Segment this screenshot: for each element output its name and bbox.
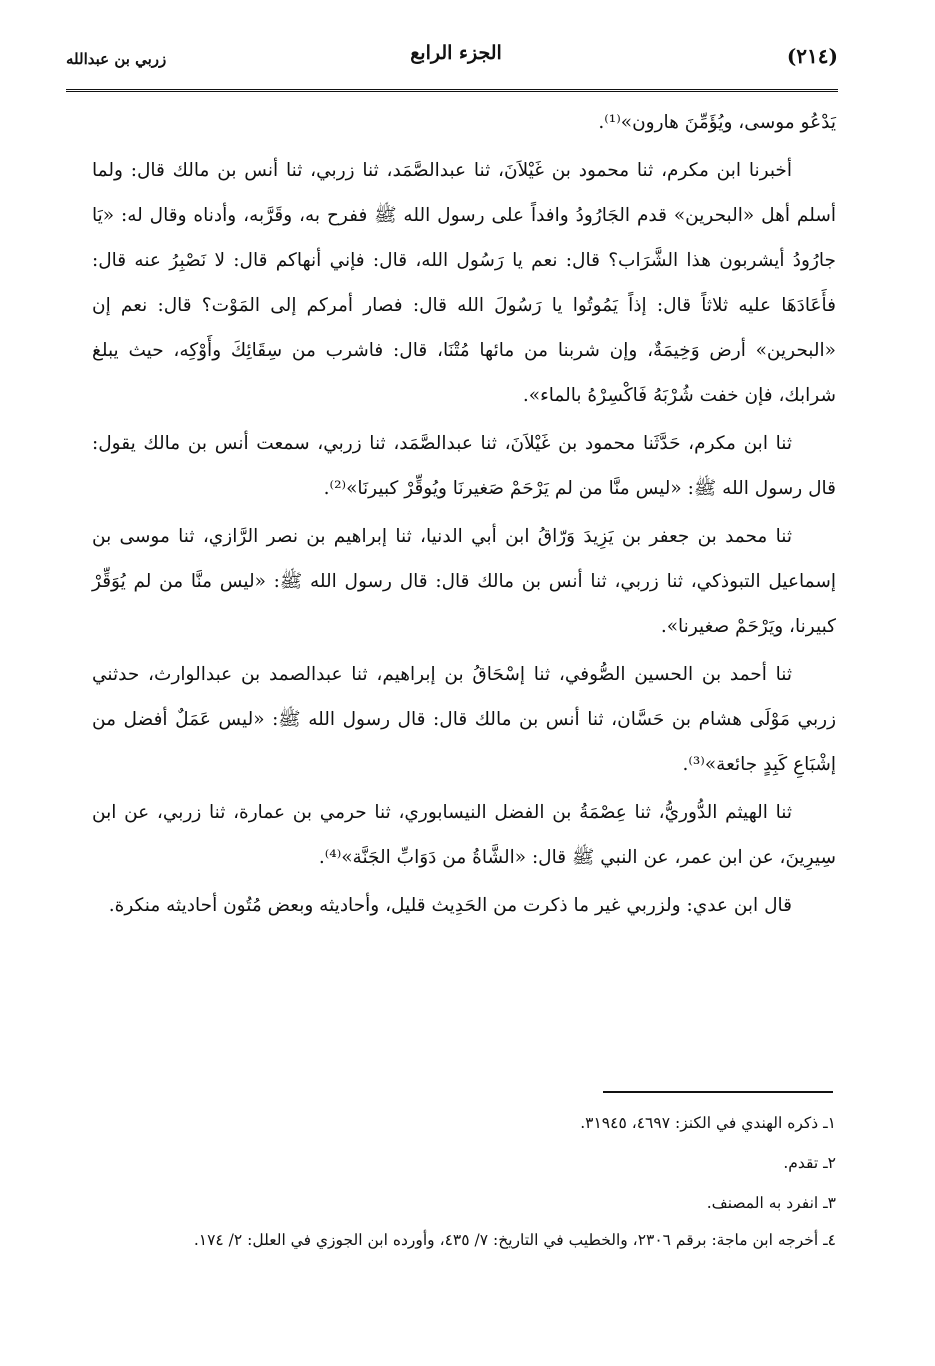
footnote-separator [603,1091,833,1093]
footnote-2: ٢ـ تقدم. [783,1154,836,1172]
page-number: (٢١٤) [786,44,838,68]
closing-paragraph: قال ابن عدي: ولزربي غير ما ذكرت من الحَدِيث قليل، وأحاديثه وبعض مُتُون أحاديثه منكرة. [108,895,792,916]
footnote-4: ٤ـ أخرجه ابن ماجة: برقم ٢٣٠٦، والخطيب في التاريخ: ٧/ ٤٣٥، وأورده ابن الجوزي في العلل: ٢/ ١٧٤. [193,1231,836,1249]
hadith-paragraph: ثنا ابن مكرم، حَدَّثَنا محمود بن غَيْلاَنَ، ثنا عبدالصَّمَد، ثنا زربي، سمعت أنس بن مالك يقول: قال رسول الله ﷺ: «ليس منَّا من لم يَرْحَمْ صَغيرنَا ويُوقِّرْ كبيرنَا»⁽²⁾. [92,433,836,499]
section-title: الجزء الرابع [410,42,502,64]
header-rule [66,89,838,92]
hadith-paragraph: ثنا أحمد بن الحسين الصُّوفي، ثنا إسْحَاقُ بن إبراهيم، ثنا عبدالصمد بن عبدالوارث، حدثني زربي مَوْلَى هشام بن حَسَّان، ثنا أنس بن مالك قال: قال رسول الله ﷺ: «ليس عَمَلٌ أفضل من إشْبَاعِ كَبِدٍ جائعة»⁽³⁾. [92,664,836,775]
footnote-3: ٣ـ انفرد به المصنف. [706,1194,836,1212]
hadith-paragraph: ثنا الهيثم الدُّوريُّ، ثنا عِصْمَةُ بن الفضل النيسابوري، ثنا حرمي بن عمارة، ثنا زربي، عن ابن سِيرِينَ، عن ابن عمر، عن النبي ﷺ قال: «الشَّاةُ من دَوَابِّ الجَنَّة»⁽⁴⁾. [92,802,836,868]
hadith-paragraph: أخبرنا ابن مكرم، ثنا محمود بن غَيْلاَنَ، ثنا عبدالصَّمَد، ثنا زربي، ثنا أنس بن مالك قال: ولما أسلم أهل «البحرين» قدم الجَارُودُ وافداً على رسول الله ﷺ ففرح به، وقَرَّبه، وأدناه وقال له: «يَا جارُودُ أيشربون هذا الشَّرَاب؟ قال: نعم يا رَسُول الله، قال: فإني أنهاكم قال: لا نَصْبِرُ عنه قال: فأَعَادَهَا عليه ثلاثاً قال: إذاً يَمُوتُوا يا رَسُولَ الله قال: فصار أمركم إلى المَوْت؟ قال: نعم إن «البحرين» أرض وَخِيمَةٌ، وإن شربنا من مائها مُتْنَا، قال: فاشرب من سِقَائِكَ وأَوْكِه، حيث يبلغ شرابك، فإن خفت شُرْبَهُ فَاكْسِرْهُ بالماء». [92,160,836,406]
footnotes [92,1103,836,1257]
running-title: زربي بن عبدالله [66,50,167,68]
paragraph-continuation: يَدْعُو موسى، ويُؤَمِّنَ هارون»⁽¹⁾. [598,112,836,133]
page-header [66,40,838,92]
footnote-1: ١ـ ذكره الهندي في الكنز: ٤٦٩٧، ٣١٩٤٥. [580,1114,836,1132]
hadith-paragraph: ثنا محمد بن جعفر بن يَزِيدَ وَرّاقُ ابن أبي الدنيا، ثنا إبراهيم بن نصر الرَّازي، ثنا موسى بن إسماعيل التبوذكي، ثنا زربي، ثنا أنس بن مالك قال: قال رسول الله ﷺ: «ليس منَّا من لم يُوَقِّرْ كبيرنا، ويَرْحَمْ صغيرنا». [92,526,836,637]
main-text [92,100,836,931]
